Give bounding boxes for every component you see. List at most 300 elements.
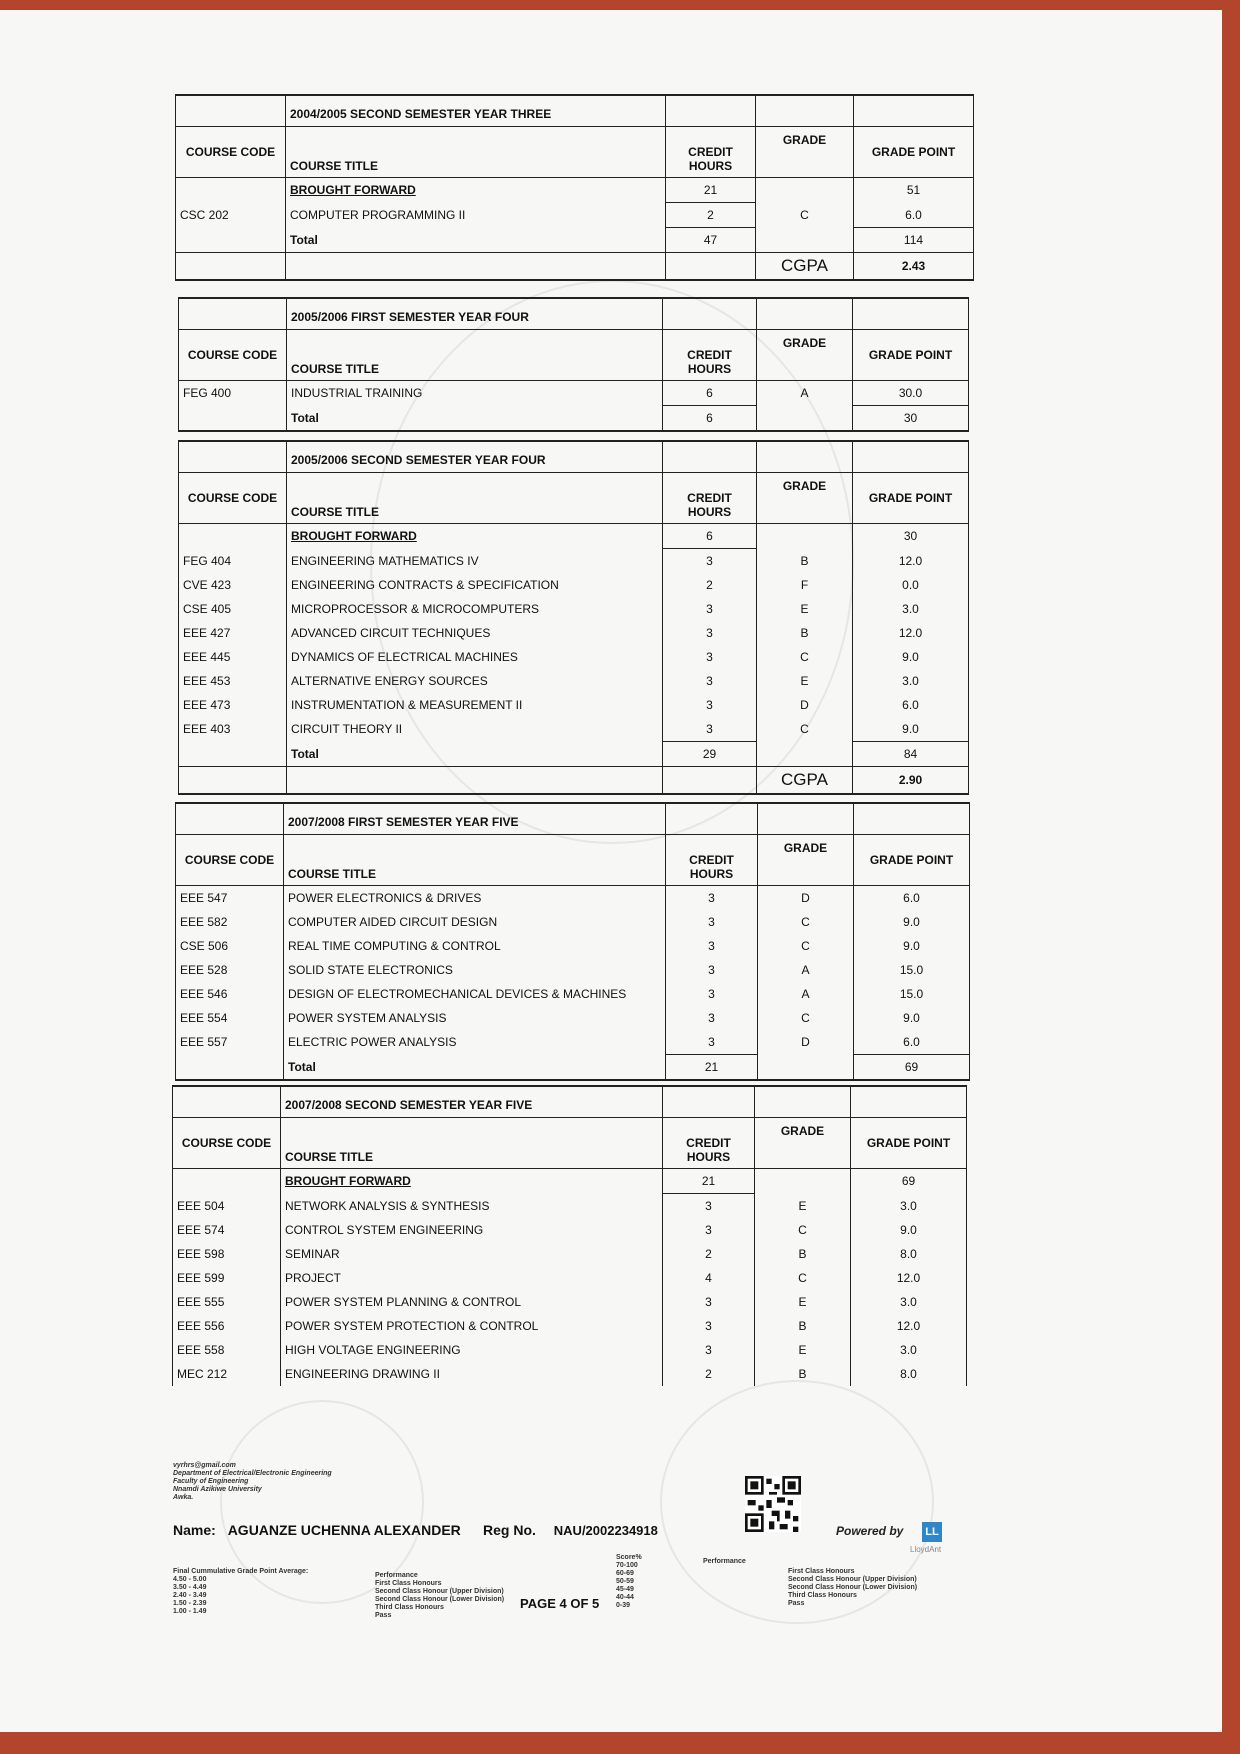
course-title: ELECTRIC POWER ANALYSIS bbox=[284, 1030, 666, 1055]
header-course-title: COURSE TITLE bbox=[284, 835, 666, 886]
header-credit-hours: CREDIT HOURS bbox=[663, 473, 757, 524]
grade: A bbox=[758, 982, 854, 1006]
blank-cell bbox=[176, 1055, 284, 1081]
blank-cell bbox=[851, 1086, 967, 1118]
credit-hours: 3 bbox=[663, 1314, 755, 1338]
footer-line: Third Class Honours bbox=[375, 1604, 444, 1611]
blank-cell bbox=[286, 253, 666, 281]
grading-scale-cgpa bbox=[173, 1568, 308, 1616]
brought-forward-row bbox=[176, 178, 974, 203]
credit-hours: 3 bbox=[666, 1030, 758, 1055]
semester-table bbox=[175, 94, 974, 281]
header-grade-point: GRADE POINT bbox=[854, 835, 970, 886]
blank-cell bbox=[176, 803, 284, 835]
blank-cell bbox=[666, 95, 756, 127]
credit-hours: 3 bbox=[663, 693, 757, 717]
blank-cell bbox=[173, 1086, 281, 1118]
credit-hours: 3 bbox=[663, 1194, 755, 1219]
footer-line: 4.50 - 5.00 bbox=[173, 1576, 207, 1583]
course-title: ALTERNATIVE ENERGY SOURCES bbox=[287, 669, 663, 693]
semester-title: 2007/2008 FIRST SEMESTER YEAR FIVE bbox=[284, 803, 666, 835]
credit-hours: 6 bbox=[663, 381, 757, 406]
blank-cell bbox=[854, 95, 974, 127]
brought-forward-credit: 21 bbox=[663, 1169, 755, 1194]
header-grade: GRADE bbox=[756, 127, 854, 178]
grade: E bbox=[757, 597, 853, 621]
course-row bbox=[179, 381, 969, 406]
grade-point: 12.0 bbox=[851, 1266, 967, 1290]
course-row bbox=[176, 886, 970, 911]
grade-point: 0.0 bbox=[853, 573, 969, 597]
course-code: EEE 403 bbox=[179, 717, 287, 742]
semester-header-row bbox=[173, 1086, 967, 1118]
blank-cell bbox=[179, 524, 287, 549]
course-code: EEE 554 bbox=[176, 1006, 284, 1030]
footer-line: 40-44 bbox=[616, 1594, 634, 1601]
semester-title: 2007/2008 SECOND SEMESTER YEAR FIVE bbox=[281, 1086, 663, 1118]
course-row bbox=[176, 982, 970, 1006]
footer-line: Second Class Honour (Upper Division) bbox=[788, 1576, 917, 1583]
blank-cell bbox=[756, 95, 854, 127]
course-row bbox=[179, 549, 969, 574]
footer-line: Performance bbox=[375, 1572, 418, 1579]
blank-cell bbox=[854, 803, 970, 835]
footer-line: 1.50 - 2.39 bbox=[173, 1600, 207, 1607]
column-header-row bbox=[176, 835, 970, 886]
footer-line: 2.40 - 3.49 bbox=[173, 1592, 207, 1599]
course-title: DESIGN OF ELECTROMECHANICAL DEVICES & MACHINES bbox=[284, 982, 666, 1006]
blank-cell bbox=[176, 178, 286, 203]
blank-cell bbox=[179, 406, 287, 432]
semester-header-row bbox=[176, 95, 974, 127]
course-title: DYNAMICS OF ELECTRICAL MACHINES bbox=[287, 645, 663, 669]
header-course-title: COURSE TITLE bbox=[286, 127, 666, 178]
course-row bbox=[176, 934, 970, 958]
course-code: EEE 599 bbox=[173, 1266, 281, 1290]
brought-forward-label: BROUGHT FORWARD bbox=[286, 178, 666, 203]
course-row bbox=[176, 1030, 970, 1055]
blank-cell bbox=[757, 441, 853, 473]
total-credit: 6 bbox=[663, 406, 757, 432]
student-name: AGUANZE UCHENNA ALEXANDER bbox=[227, 1522, 461, 1538]
footer-line: Third Class Honours bbox=[788, 1592, 857, 1599]
course-title: POWER SYSTEM ANALYSIS bbox=[284, 1006, 666, 1030]
semester-header-row bbox=[179, 298, 969, 330]
grade: F bbox=[757, 573, 853, 597]
grade: C bbox=[755, 1266, 851, 1290]
footer-line: Score% bbox=[616, 1554, 642, 1561]
footer-line: 50-59 bbox=[616, 1578, 634, 1585]
column-header-row bbox=[173, 1118, 967, 1169]
course-code: EEE 427 bbox=[179, 621, 287, 645]
grade: B bbox=[755, 1314, 851, 1338]
cgpa-label: CGPA bbox=[757, 767, 853, 795]
course-code: FEG 400 bbox=[179, 381, 287, 406]
total-label: Total bbox=[287, 742, 663, 767]
brought-forward-point: 69 bbox=[851, 1169, 967, 1194]
credit-hours: 3 bbox=[663, 1338, 755, 1362]
grade-point: 9.0 bbox=[851, 1218, 967, 1242]
blank-cell bbox=[179, 441, 287, 473]
header-credit-hours: CREDIT HOURS bbox=[666, 835, 758, 886]
course-code: MEC 212 bbox=[173, 1362, 281, 1386]
total-row bbox=[176, 1055, 970, 1081]
grade: C bbox=[755, 1218, 851, 1242]
credit-hours: 3 bbox=[666, 982, 758, 1006]
grade: D bbox=[758, 1030, 854, 1055]
total-label: Total bbox=[287, 406, 663, 432]
student-name-line bbox=[173, 1522, 461, 1538]
header-course-title: COURSE TITLE bbox=[281, 1118, 663, 1169]
footer-line: 45-49 bbox=[616, 1586, 634, 1593]
header-grade-point: GRADE POINT bbox=[853, 473, 969, 524]
blank-cell bbox=[756, 228, 854, 253]
total-label: Total bbox=[286, 228, 666, 253]
semester-header-row bbox=[176, 803, 970, 835]
footer-line: Pass bbox=[375, 1612, 392, 1619]
header-course-code: COURSE CODE bbox=[179, 330, 287, 381]
footer-line: 70-100 bbox=[616, 1562, 638, 1569]
grade-point: 9.0 bbox=[854, 910, 970, 934]
reg-number-line bbox=[483, 1522, 658, 1538]
course-code: CVE 423 bbox=[179, 573, 287, 597]
grade: B bbox=[755, 1362, 851, 1386]
credit-hours: 4 bbox=[663, 1266, 755, 1290]
semester-title: 2004/2005 SECOND SEMESTER YEAR THREE bbox=[286, 95, 666, 127]
blank-cell bbox=[663, 441, 757, 473]
header-grade: GRADE bbox=[755, 1118, 851, 1169]
course-code: EEE 547 bbox=[176, 886, 284, 911]
grade-point: 8.0 bbox=[851, 1362, 967, 1386]
course-row bbox=[179, 621, 969, 645]
grade-point: 15.0 bbox=[854, 982, 970, 1006]
course-code: EEE 546 bbox=[176, 982, 284, 1006]
grade-point: 3.0 bbox=[853, 597, 969, 621]
footer-line: First Class Honours bbox=[788, 1568, 855, 1575]
course-row bbox=[173, 1218, 967, 1242]
footer-line: First Class Honours bbox=[375, 1580, 442, 1587]
credit-hours: 3 bbox=[666, 1006, 758, 1030]
grade: C bbox=[756, 203, 854, 228]
blank-cell bbox=[758, 803, 854, 835]
grade-point: 15.0 bbox=[854, 958, 970, 982]
reg-label: Reg No. bbox=[483, 1522, 536, 1538]
course-row bbox=[173, 1194, 967, 1219]
total-point: 114 bbox=[854, 228, 974, 253]
grade: E bbox=[755, 1290, 851, 1314]
grade-point: 12.0 bbox=[853, 621, 969, 645]
course-code: CSE 405 bbox=[179, 597, 287, 621]
total-row bbox=[179, 742, 969, 767]
credit-hours: 3 bbox=[666, 934, 758, 958]
semester-table bbox=[178, 297, 969, 432]
total-row bbox=[176, 228, 974, 253]
course-row bbox=[176, 1006, 970, 1030]
header-course-title: COURSE TITLE bbox=[287, 330, 663, 381]
blank-cell bbox=[663, 298, 757, 330]
footer-line: Faculty of Engineering bbox=[173, 1478, 249, 1485]
course-code: EEE 445 bbox=[179, 645, 287, 669]
course-code: EEE 598 bbox=[173, 1242, 281, 1266]
course-code: EEE 473 bbox=[179, 693, 287, 717]
course-row bbox=[179, 573, 969, 597]
course-row bbox=[176, 203, 974, 228]
grade-point: 6.0 bbox=[853, 693, 969, 717]
header-course-code: COURSE CODE bbox=[176, 835, 284, 886]
credit-hours: 3 bbox=[663, 1218, 755, 1242]
blank-cell bbox=[853, 298, 969, 330]
blank-cell bbox=[287, 767, 663, 795]
course-code: EEE 558 bbox=[173, 1338, 281, 1362]
header-grade: GRADE bbox=[757, 330, 853, 381]
grade: C bbox=[758, 1006, 854, 1030]
course-row bbox=[173, 1338, 967, 1362]
reg-number: NAU/2002234918 bbox=[553, 1523, 658, 1538]
grade-point: 8.0 bbox=[851, 1242, 967, 1266]
blank-cell bbox=[756, 178, 854, 203]
total-row bbox=[179, 406, 969, 432]
brought-forward-credit: 6 bbox=[663, 524, 757, 549]
footer-line: Nnamdi Azikiwe University bbox=[173, 1486, 262, 1493]
footer-line: 60-69 bbox=[616, 1570, 634, 1577]
blank-cell bbox=[757, 298, 853, 330]
course-title: POWER SYSTEM PROTECTION & CONTROL bbox=[281, 1314, 663, 1338]
blank-cell bbox=[755, 1169, 851, 1194]
course-row bbox=[179, 645, 969, 669]
course-title: ADVANCED CIRCUIT TECHNIQUES bbox=[287, 621, 663, 645]
blank-cell bbox=[179, 298, 287, 330]
semester-table bbox=[172, 1085, 967, 1386]
credit-hours: 3 bbox=[666, 886, 758, 911]
column-header-row bbox=[176, 127, 974, 178]
blank-cell bbox=[176, 253, 286, 281]
total-label: Total bbox=[284, 1055, 666, 1081]
course-title: SOLID STATE ELECTRONICS bbox=[284, 958, 666, 982]
blank-cell bbox=[663, 1086, 755, 1118]
header-grade-point: GRADE POINT bbox=[854, 127, 974, 178]
blank-cell bbox=[176, 228, 286, 253]
credit-hours: 3 bbox=[663, 597, 757, 621]
cgpa-row bbox=[176, 253, 974, 281]
blank-cell bbox=[179, 767, 287, 795]
credit-hours: 3 bbox=[663, 645, 757, 669]
total-credit: 47 bbox=[666, 228, 756, 253]
qr-code-icon bbox=[745, 1476, 801, 1532]
credit-hours: 3 bbox=[663, 717, 757, 742]
course-title: INSTRUMENTATION & MEASUREMENT II bbox=[287, 693, 663, 717]
footer-line: 1.00 - 1.49 bbox=[173, 1608, 207, 1615]
brought-forward-label: BROUGHT FORWARD bbox=[281, 1169, 663, 1194]
brought-forward-row bbox=[173, 1169, 967, 1194]
grade-point: 3.0 bbox=[853, 669, 969, 693]
course-row bbox=[179, 717, 969, 742]
credit-hours: 2 bbox=[663, 1362, 755, 1386]
blank-cell bbox=[173, 1169, 281, 1194]
course-row bbox=[173, 1266, 967, 1290]
total-point: 84 bbox=[853, 742, 969, 767]
name-label: Name: bbox=[173, 1522, 216, 1538]
credit-hours: 3 bbox=[663, 669, 757, 693]
credit-hours: 2 bbox=[663, 573, 757, 597]
grade: E bbox=[755, 1338, 851, 1362]
brought-forward-point: 30 bbox=[853, 524, 969, 549]
footer-line: Final Cummulative Grade Point Average: bbox=[173, 1568, 309, 1575]
grading-scale-performance bbox=[375, 1572, 504, 1620]
semester-header-row bbox=[179, 441, 969, 473]
grade-point: 6.0 bbox=[854, 203, 974, 228]
grade: B bbox=[757, 549, 853, 574]
cgpa-row bbox=[179, 767, 969, 795]
grade: E bbox=[755, 1194, 851, 1219]
grading-scale-scores bbox=[616, 1554, 642, 1610]
header-course-code: COURSE CODE bbox=[179, 473, 287, 524]
footer-line: Department of Electrical/Electronic Engineering bbox=[173, 1470, 332, 1477]
performance-label: Performance bbox=[703, 1558, 746, 1565]
blank-cell bbox=[176, 95, 286, 127]
credit-hours: 3 bbox=[663, 549, 757, 574]
footer-line: Awka. bbox=[173, 1494, 194, 1501]
header-grade: GRADE bbox=[757, 473, 853, 524]
semester-title: 2005/2006 FIRST SEMESTER YEAR FOUR bbox=[287, 298, 663, 330]
total-credit: 29 bbox=[663, 742, 757, 767]
header-credit-hours: CREDIT HOURS bbox=[663, 330, 757, 381]
course-title: PROJECT bbox=[281, 1266, 663, 1290]
course-row bbox=[179, 669, 969, 693]
grade: A bbox=[758, 958, 854, 982]
credit-hours: 2 bbox=[666, 203, 756, 228]
footer-line: Second Class Honour (Lower Division) bbox=[375, 1596, 505, 1603]
column-header-row bbox=[179, 330, 969, 381]
course-code: EEE 574 bbox=[173, 1218, 281, 1242]
footer-line: Second Class Honour (Lower Division) bbox=[788, 1584, 918, 1591]
footer-line: 3.50 - 4.49 bbox=[173, 1584, 207, 1591]
grade: C bbox=[757, 717, 853, 742]
course-title: POWER SYSTEM PLANNING & CONTROL bbox=[281, 1290, 663, 1314]
lloydant-logo-icon: LL bbox=[922, 1522, 942, 1542]
grade: C bbox=[758, 934, 854, 958]
grade: C bbox=[757, 645, 853, 669]
course-title: COMPUTER PROGRAMMING II bbox=[286, 203, 666, 228]
credit-hours: 3 bbox=[666, 910, 758, 934]
issuer-block bbox=[173, 1462, 332, 1502]
semester-table bbox=[175, 802, 970, 1081]
grade-point: 6.0 bbox=[854, 886, 970, 911]
course-title: COMPUTER AIDED CIRCUIT DESIGN bbox=[284, 910, 666, 934]
transcript-page bbox=[0, 10, 1222, 1732]
footer-line: 0-39 bbox=[616, 1602, 631, 1609]
grade-point: 3.0 bbox=[851, 1194, 967, 1219]
blank-cell bbox=[755, 1086, 851, 1118]
course-row bbox=[173, 1314, 967, 1338]
lloydant-logo-text: LloydAnt bbox=[910, 1545, 942, 1554]
blank-cell bbox=[758, 1055, 854, 1081]
course-code: EEE 504 bbox=[173, 1194, 281, 1219]
header-credit-hours: CREDIT HOURS bbox=[663, 1118, 755, 1169]
credit-hours: 3 bbox=[666, 958, 758, 982]
grade: B bbox=[755, 1242, 851, 1266]
course-code: EEE 582 bbox=[176, 910, 284, 934]
footer-line: Second Class Honour (Upper Division) bbox=[375, 1588, 504, 1595]
header-grade: GRADE bbox=[758, 835, 854, 886]
cgpa-label: CGPA bbox=[756, 253, 854, 281]
grade-point: 9.0 bbox=[854, 1006, 970, 1030]
total-point: 30 bbox=[853, 406, 969, 432]
grade-point: 3.0 bbox=[851, 1290, 967, 1314]
page-indicator: PAGE 4 OF 5 bbox=[520, 1596, 600, 1611]
grade-point: 9.0 bbox=[853, 717, 969, 742]
semester-table bbox=[178, 440, 969, 795]
grade-point: 3.0 bbox=[851, 1338, 967, 1362]
grade-point: 12.0 bbox=[853, 549, 969, 574]
course-row bbox=[173, 1362, 967, 1386]
course-code: CSE 506 bbox=[176, 934, 284, 958]
course-title: MICROPROCESSOR & MICROCOMPUTERS bbox=[287, 597, 663, 621]
grade-point: 6.0 bbox=[854, 1030, 970, 1055]
powered-by-label: Powered by bbox=[836, 1524, 904, 1538]
blank-cell bbox=[757, 524, 853, 549]
grade: D bbox=[757, 693, 853, 717]
grade-point: 30.0 bbox=[853, 381, 969, 406]
course-code: EEE 557 bbox=[176, 1030, 284, 1055]
course-title: REAL TIME COMPUTING & CONTROL bbox=[284, 934, 666, 958]
brought-forward-point: 51 bbox=[854, 178, 974, 203]
credit-hours: 2 bbox=[663, 1242, 755, 1266]
course-code: EEE 556 bbox=[173, 1314, 281, 1338]
course-row bbox=[173, 1242, 967, 1266]
header-course-code: COURSE CODE bbox=[176, 127, 286, 178]
blank-cell bbox=[757, 406, 853, 432]
semester-title: 2005/2006 SECOND SEMESTER YEAR FOUR bbox=[287, 441, 663, 473]
credit-hours: 3 bbox=[663, 621, 757, 645]
total-point: 69 bbox=[854, 1055, 970, 1081]
footer-line: vyrhrs@gmail.com bbox=[173, 1462, 236, 1469]
grade-point: 9.0 bbox=[854, 934, 970, 958]
course-title: HIGH VOLTAGE ENGINEERING bbox=[281, 1338, 663, 1362]
course-title: CIRCUIT THEORY II bbox=[287, 717, 663, 742]
brought-forward-label: BROUGHT FORWARD bbox=[287, 524, 663, 549]
cgpa-value: 2.90 bbox=[853, 767, 969, 795]
header-grade-point: GRADE POINT bbox=[851, 1118, 967, 1169]
course-row bbox=[173, 1290, 967, 1314]
grade: C bbox=[758, 910, 854, 934]
blank-cell bbox=[663, 767, 757, 795]
blank-cell bbox=[666, 803, 758, 835]
course-title: SEMINAR bbox=[281, 1242, 663, 1266]
brought-forward-credit: 21 bbox=[666, 178, 756, 203]
course-code: FEG 404 bbox=[179, 549, 287, 574]
grading-scale-performance-2 bbox=[788, 1568, 917, 1608]
course-row bbox=[179, 597, 969, 621]
blank-cell bbox=[853, 441, 969, 473]
brought-forward-row bbox=[179, 524, 969, 549]
grade: E bbox=[757, 669, 853, 693]
course-row bbox=[179, 693, 969, 717]
total-credit: 21 bbox=[666, 1055, 758, 1081]
course-title: NETWORK ANALYSIS & SYNTHESIS bbox=[281, 1194, 663, 1219]
header-course-code: COURSE CODE bbox=[173, 1118, 281, 1169]
course-code: EEE 528 bbox=[176, 958, 284, 982]
blank-cell bbox=[666, 253, 756, 281]
credit-hours: 3 bbox=[663, 1290, 755, 1314]
course-code: EEE 555 bbox=[173, 1290, 281, 1314]
grade-point: 9.0 bbox=[853, 645, 969, 669]
grade: D bbox=[758, 886, 854, 911]
course-title: ENGINEERING CONTRACTS & SPECIFICATION bbox=[287, 573, 663, 597]
header-grade-point: GRADE POINT bbox=[853, 330, 969, 381]
course-title: INDUSTRIAL TRAINING bbox=[287, 381, 663, 406]
course-title: CONTROL SYSTEM ENGINEERING bbox=[281, 1218, 663, 1242]
course-title: ENGINEERING DRAWING II bbox=[281, 1362, 663, 1386]
